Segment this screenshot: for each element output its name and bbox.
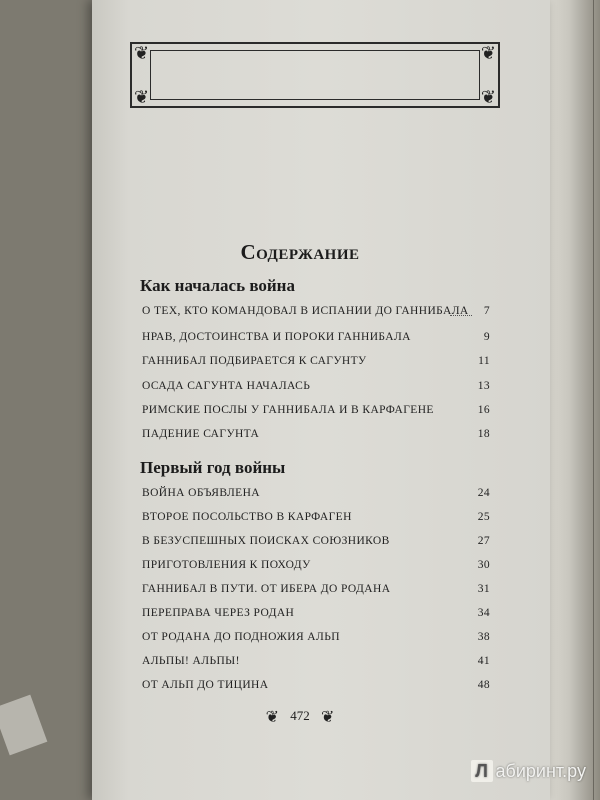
labirint-logo-icon: Л	[471, 760, 493, 782]
toc-entry	[142, 583, 490, 601]
toc-entry	[142, 511, 490, 529]
toc-entry-label: ГАННИБАЛ ПОДБИРАЕТСЯ К САГУНТУ	[142, 355, 367, 367]
toc-entry	[142, 655, 490, 673]
fleuron-icon: ❦	[134, 43, 150, 63]
toc-entry	[142, 305, 490, 323]
toc-entry	[142, 487, 490, 505]
toc-entry-page: 31	[477, 583, 490, 595]
toc-entry-label: ВОЙНА ОБЪЯВЛЕНА	[142, 487, 261, 499]
toc-entry-label: В БЕЗУСПЕШНЫХ ПОИСКАХ СОЮЗНИКОВ	[142, 535, 390, 547]
toc-entry-page: 48	[477, 679, 490, 691]
toc-entry	[142, 535, 490, 553]
toc-entry-page: 25	[477, 511, 490, 523]
toc-entry	[142, 559, 490, 577]
toc-entry-label: РИМСКИЕ ПОСЛЫ У ГАННИБАЛА И В КАРФАГЕНЕ	[142, 404, 434, 416]
toc-entry-page: 11	[478, 355, 490, 367]
toc-entry	[142, 331, 490, 349]
toc-entry-label: АЛЬПЫ! АЛЬПЫ!	[142, 655, 240, 667]
toc-entry	[142, 380, 490, 398]
toc-entry-page: 38	[477, 631, 490, 643]
fleuron-right-icon: ❦	[321, 709, 335, 726]
header-frame	[130, 42, 500, 108]
toc-entry-label: ГАННИБАЛ В ПУТИ. ОТ ИБЕРА ДО РОДАНА	[142, 583, 391, 595]
fleuron-left-icon: ❦	[265, 709, 279, 726]
toc-entry	[142, 404, 490, 422]
section-title: Как началась война	[140, 276, 295, 295]
toc-entry-label: ПРИГОТОВЛЕНИЯ К ПОХОДУ	[142, 559, 311, 571]
toc-entry-label: ПАДЕНИЕ САГУНТА	[142, 428, 260, 440]
toc-entry-page: 30	[477, 559, 490, 571]
watermark-text: абиринт.ру	[495, 761, 586, 781]
fleuron-icon: ❦	[480, 87, 496, 107]
toc-entry-page: 18	[477, 428, 490, 440]
toc-entry-page: 24	[477, 487, 490, 499]
toc-entry-label: О ТЕХ, КТО КОМАНДОВАЛ В ИСПАНИИ ДО ГАННИБАЛА	[142, 305, 469, 317]
fleuron-icon: ❦	[480, 43, 496, 63]
next-page-edge	[548, 0, 600, 800]
toc-entry-page: 13	[477, 380, 490, 392]
toc-entry-page: 41	[477, 655, 490, 667]
toc-entry-label: ОСАДА САГУНТА НАЧАЛАСЬ	[142, 380, 311, 392]
toc-entry-label: ПЕРЕПРАВА ЧЕРЕЗ РОДАН	[142, 607, 295, 619]
toc-entry-page: 16	[477, 404, 490, 416]
toc-title: Содержание	[240, 240, 360, 264]
page-number: 472	[290, 707, 310, 723]
watermark	[471, 760, 586, 782]
toc-entry-page: 7	[483, 305, 490, 317]
fleuron-icon: ❦	[134, 87, 150, 107]
toc-entry	[142, 355, 490, 373]
toc-entry-label: ОТ РОДАНА ДО ПОДНОЖИЯ АЛЬП	[142, 631, 340, 643]
toc-entry	[142, 631, 490, 649]
page-footer	[0, 707, 600, 727]
toc-entry-page: 34	[477, 607, 490, 619]
toc-entry	[142, 607, 490, 625]
section-title: Первый год войны	[140, 458, 286, 477]
toc-entry-label: ОТ АЛЬП ДО ТИЦИНА	[142, 679, 269, 691]
toc-entry	[142, 679, 490, 697]
toc-entry-label: НРАВ, ДОСТОИНСТВА И ПОРОКИ ГАННИБАЛА	[142, 331, 411, 343]
toc-entry	[142, 428, 490, 446]
toc-entry-page: 27	[477, 535, 490, 547]
toc-entry-label: ВТОРОЕ ПОСОЛЬСТВО В КАРФАГЕН	[142, 511, 352, 523]
toc-entry-page: 9	[483, 331, 490, 343]
